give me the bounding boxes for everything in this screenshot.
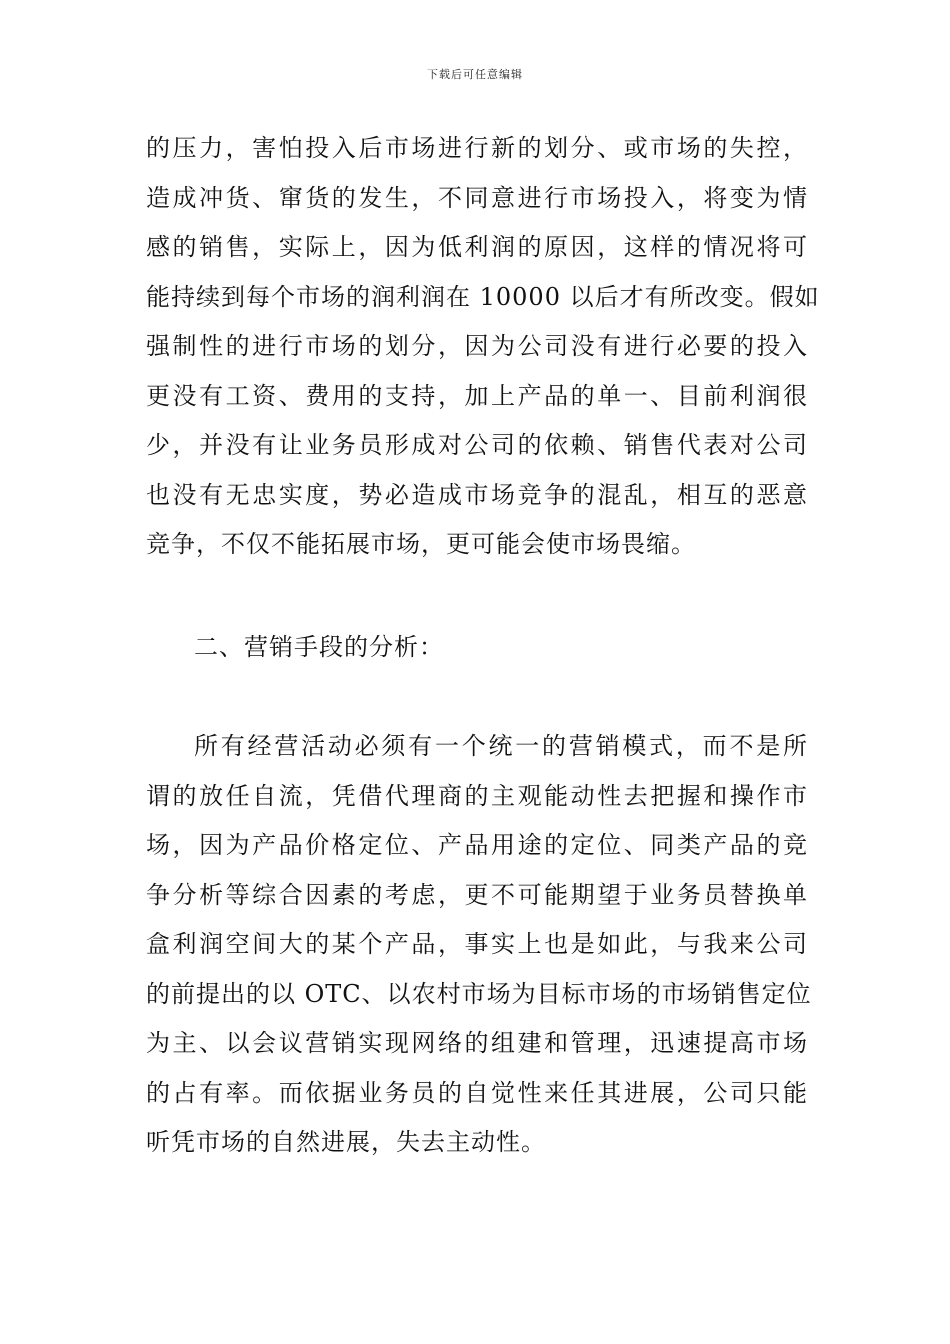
section-heading <box>146 623 808 673</box>
paragraph-line: 少，并没有让业务员形成对公司的依赖、销售代表对公司 <box>146 431 808 459</box>
paragraph-line: 盒利润空间大的某个产品，事实上也是如此，与我来公司 <box>146 930 808 958</box>
paragraph-line: 谓的放任自流，凭借代理商的主观能动性去把握和操作市 <box>146 781 808 810</box>
paragraph-line: 的前提出的以 OTC、以农村市场为目标市场的市场销售定位 <box>146 979 812 1008</box>
paragraph-line: 所有经营活动必须有一个统一的营销模式，而不是所 <box>194 732 808 760</box>
paragraph-line: 的压力，害怕投入后市场进行新的划分、或市场的失控， <box>146 134 808 162</box>
paragraph-line: 也没有无忠实度，势必造成市场竞争的混乱，相互的恶意 <box>146 480 808 509</box>
paragraph-line: 能持续到每个市场的润利润在 10000 以后才有所改变。假如 <box>146 282 820 311</box>
paragraph-line: 争分析等综合因素的考虑，更不可能期望于业务员替换单 <box>146 880 808 909</box>
paragraph-line: 听凭市场的自然进展，失去主动性。 <box>146 1128 546 1156</box>
paragraph-line: 造成冲货、窜货的发生，不同意进行市场投入，将变为情 <box>146 183 808 212</box>
paragraph-line: 感的销售，实际上，因为低利润的原因，这样的情况将可 <box>146 233 808 261</box>
paragraph-2 <box>146 722 812 1168</box>
header-note: 下载后可任意编辑 <box>427 68 523 81</box>
paragraph-line: 场，因为产品价格定位、产品用途的定位、同类产品的竞 <box>146 831 808 859</box>
paragraph-line: 的占有率。而依据业务员的自觉性来任其进展，公司只能 <box>146 1078 808 1107</box>
paragraph-line: 为主、以会议营销实现网络的组建和管理，迅速提高市场 <box>146 1029 808 1057</box>
paragraph-line: 强制性的进行市场的划分，因为公司没有进行必要的投入 <box>146 332 808 360</box>
section-heading-text: 二、营销手段的分析： <box>194 633 444 661</box>
paragraph-line: 竞争，不仅不能拓展市场，更可能会使市场畏缩。 <box>146 530 696 558</box>
paragraph-1 <box>146 124 820 570</box>
paragraph-line: 更没有工资、费用的支持，加上产品的单一、目前利润很 <box>146 381 808 410</box>
